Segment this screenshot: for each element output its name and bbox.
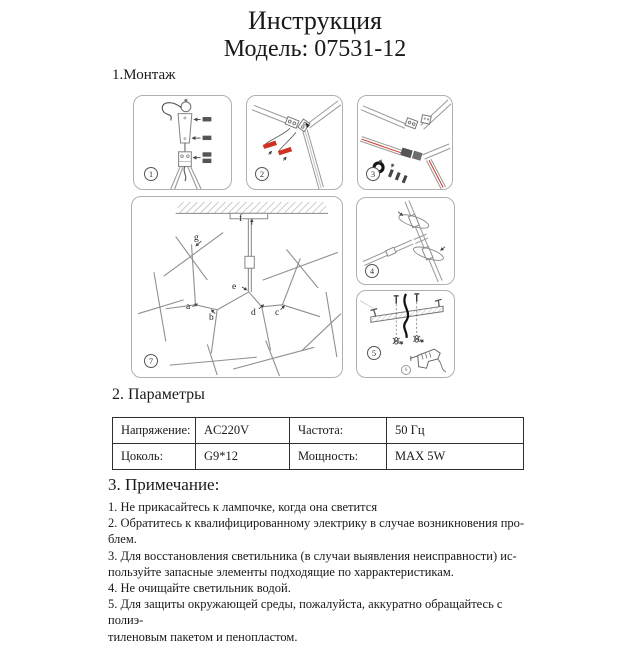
part-label-d: d xyxy=(251,308,256,318)
part-label-f: f xyxy=(239,214,243,224)
rotation-arrows xyxy=(397,212,444,263)
montage-step-2-panel xyxy=(246,95,343,190)
section-heading-params: 2. Параметры xyxy=(112,386,205,403)
part-label-a: a xyxy=(186,302,191,312)
step-number-5: 5 xyxy=(367,346,381,360)
montage-step-5-panel xyxy=(356,290,455,378)
section-heading-montage: 1.Монтаж xyxy=(112,67,176,83)
part-label-e: e xyxy=(232,282,237,292)
wall-anchor-icons xyxy=(393,336,424,345)
param-value-power: MAX 5W xyxy=(387,444,524,470)
param-label-power: Мощность: xyxy=(290,444,387,470)
note-line: 1. Не прикасайтесь к лампочке, когда она светится xyxy=(108,500,378,514)
drill-icon xyxy=(410,349,446,372)
step-number-7: 7 xyxy=(144,354,158,368)
montage-step-1-panel xyxy=(133,95,232,190)
part-label-g: g xyxy=(194,233,199,243)
ceiling-plate xyxy=(230,213,268,218)
section-heading-notes: 3. Примечание: xyxy=(108,475,220,494)
notes-list xyxy=(108,499,532,645)
step-number-4: 4 xyxy=(365,264,379,278)
param-value-voltage: AC220V xyxy=(196,418,290,444)
note-line: 2. Обратитесь к квалифицированному электрику в случае возникновения про- xyxy=(108,516,525,531)
param-value-socket: G9*12 xyxy=(196,444,290,470)
step-number-3: 3 xyxy=(366,167,380,181)
note-line: 3. Для восстановления светильника (в случаи выявления неисправности) ис- xyxy=(108,548,517,563)
param-label-frequency: Частота: xyxy=(290,418,387,444)
step-number-1: 1 xyxy=(144,167,158,181)
param-label-socket: Цоколь: xyxy=(113,444,196,470)
montage-step-4-panel xyxy=(356,197,455,285)
part-label-c: c xyxy=(275,308,280,318)
note-line: пользуйте запасные элементы подходящие по харрактеристикам. xyxy=(108,564,454,579)
part-label-b: b xyxy=(209,313,214,323)
note-line: тиленовым пакетом и пенопластом. xyxy=(108,629,298,644)
step-number-6: 6 xyxy=(401,365,411,375)
note-line: 4. Не очищайте светильник водой. xyxy=(108,581,291,596)
note-line: 5. Для защиты окружающей среды, пожалуйста, аккуратно обращайтесь с полиэ- xyxy=(108,597,503,628)
model-number: Модель: 07531-12 xyxy=(223,36,407,62)
ceiling-hatch xyxy=(178,202,326,213)
table-row xyxy=(113,444,524,470)
table-row xyxy=(113,418,524,444)
assembled-chandelier-diagram xyxy=(132,197,342,377)
param-value-frequency: 50 Гц xyxy=(387,418,524,444)
screw-part-icons xyxy=(203,117,212,163)
part-label-arrows xyxy=(192,219,284,313)
parameters-table xyxy=(112,417,524,470)
step-number-2: 2 xyxy=(255,167,269,181)
montage-step-3-panel xyxy=(357,95,453,190)
param-label-voltage: Напряжение: xyxy=(113,418,196,444)
montage-step-7-panel xyxy=(131,196,343,378)
note-line: блем. xyxy=(108,532,137,547)
screw-icons xyxy=(388,169,408,183)
page-title: Инструкция xyxy=(248,6,382,35)
